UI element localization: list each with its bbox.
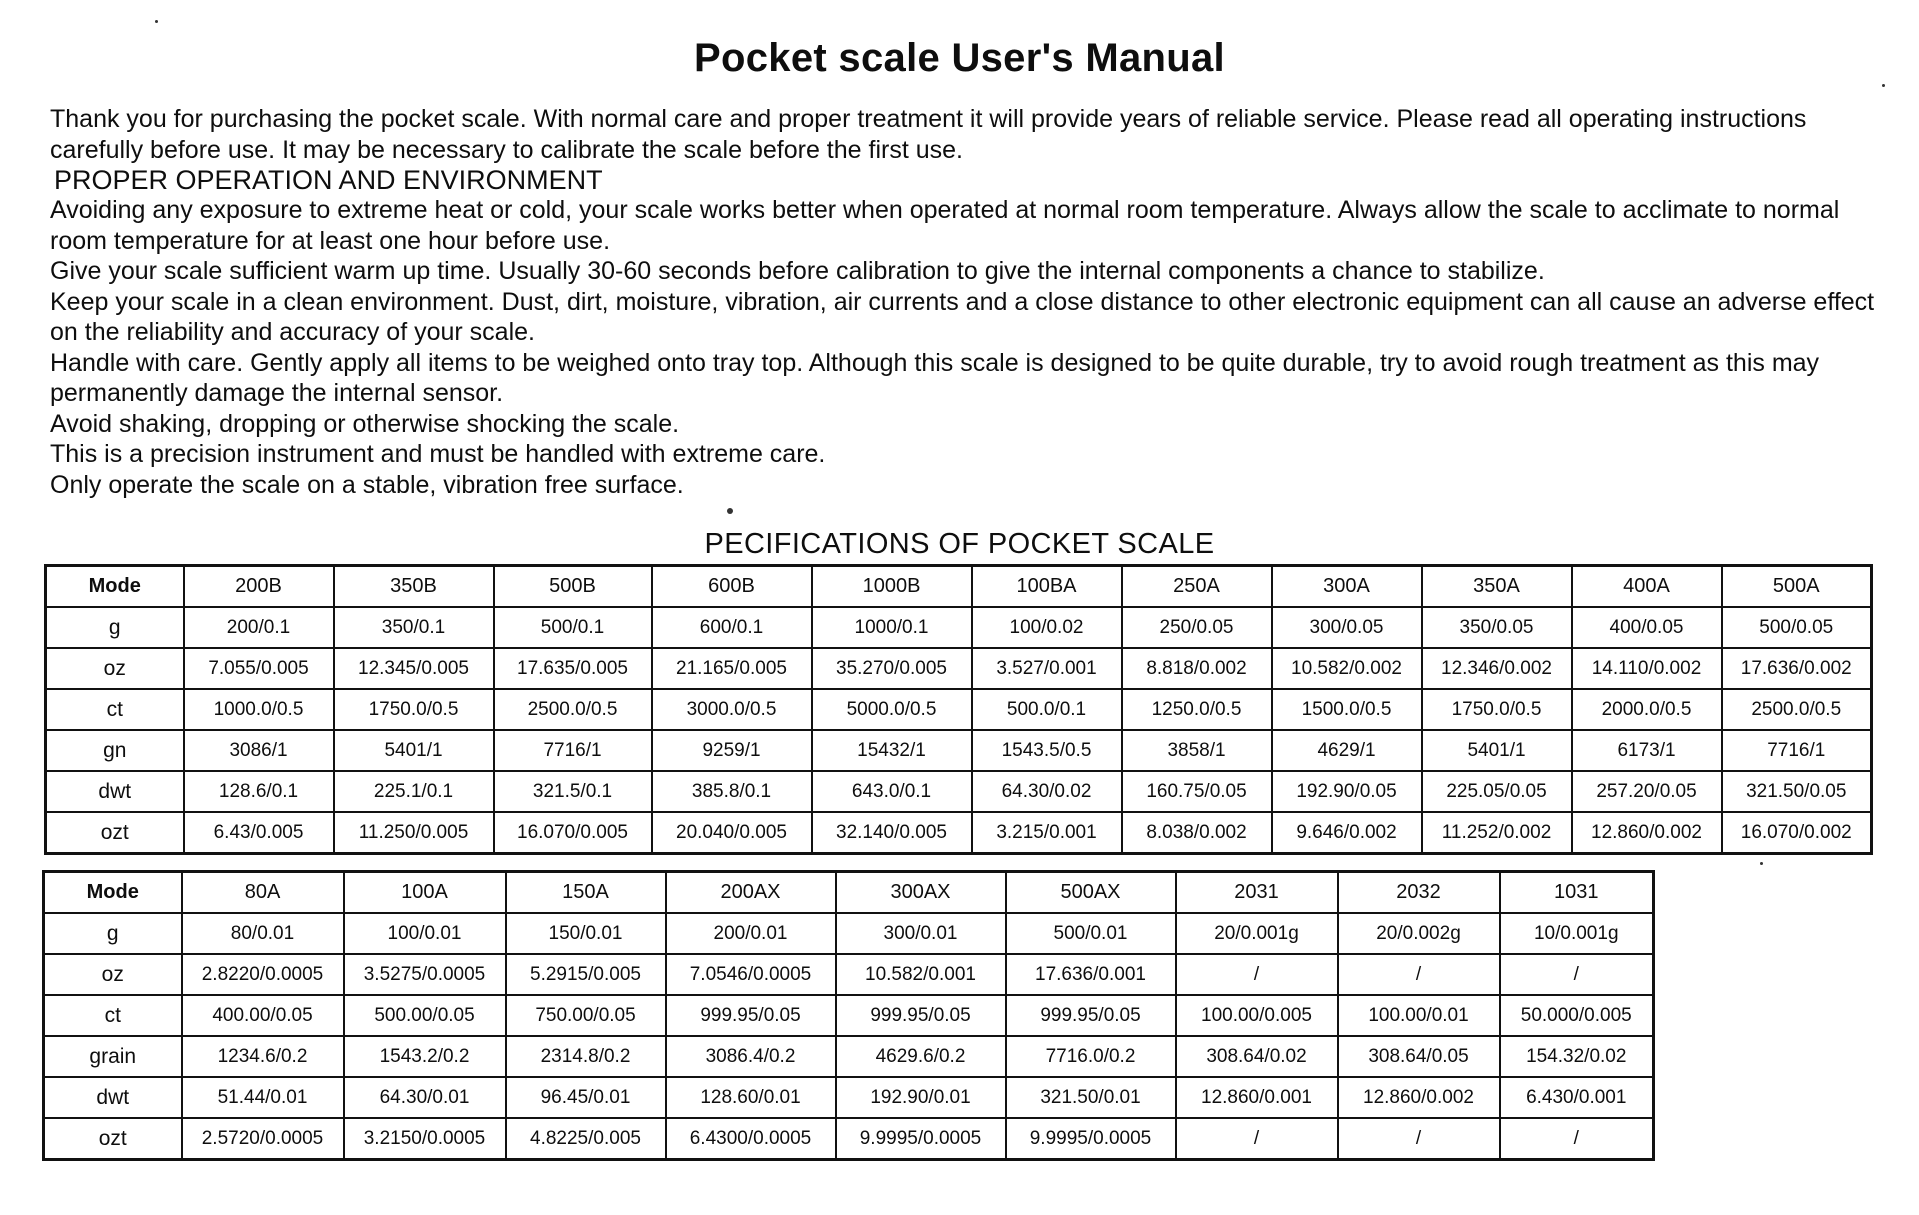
capacity-cell: 11.252/0.002 (1422, 812, 1572, 854)
capacity-cell: 128.6/0.1 (184, 771, 334, 812)
model-header-cell: 500AX (1006, 872, 1176, 914)
scan-speck (1760, 862, 1763, 865)
capacity-cell: 999.95/0.05 (1006, 995, 1176, 1036)
capacity-cell: 2.5720/0.0005 (182, 1118, 344, 1160)
capacity-cell: 9.9995/0.0005 (1006, 1118, 1176, 1160)
paragraph-surface: Only operate the scale on a stable, vibration free surface. (50, 470, 684, 499)
capacity-cell: 321.5/0.1 (494, 771, 652, 812)
mode-header-cell: Mode (44, 872, 182, 914)
capacity-cell: 10.582/0.002 (1272, 648, 1422, 689)
model-header-cell: 300AX (836, 872, 1006, 914)
capacity-cell: 500.00/0.05 (344, 995, 506, 1036)
table-row (44, 954, 1654, 995)
capacity-cell: 225.05/0.05 (1422, 771, 1572, 812)
capacity-cell: 32.140/0.005 (812, 812, 972, 854)
capacity-cell: 1250.0/0.5 (1122, 689, 1272, 730)
capacity-cell: 385.8/0.1 (652, 771, 812, 812)
capacity-cell: 9259/1 (652, 730, 812, 771)
capacity-cell: 1000/0.1 (812, 607, 972, 648)
model-header-cell: 600B (652, 566, 812, 608)
capacity-cell: 5401/1 (1422, 730, 1572, 771)
model-header-cell: 250A (1122, 566, 1272, 608)
capacity-cell: 150/0.01 (506, 913, 666, 954)
capacity-cell: 6173/1 (1572, 730, 1722, 771)
capacity-cell: 12.346/0.002 (1422, 648, 1572, 689)
manual-text (50, 104, 1880, 500)
capacity-cell: 96.45/0.01 (506, 1077, 666, 1118)
unit-label-cell: oz (46, 648, 184, 689)
specifications-title: PECIFICATIONS OF POCKET SCALE (704, 528, 1215, 560)
table-row (46, 812, 1872, 854)
capacity-cell: 2000.0/0.5 (1572, 689, 1722, 730)
model-header-cell: 1000B (812, 566, 972, 608)
capacity-cell: 1750.0/0.5 (1422, 689, 1572, 730)
paragraph-temperature: Avoiding any exposure to extreme heat or cold, your scale works better when operated at normal room temperature. Always allow the scale to acclimate to normal room temperature for at least one hour before use. (50, 196, 1840, 255)
table-row (46, 771, 1872, 812)
capacity-cell: 20/0.002g (1338, 913, 1500, 954)
capacity-cell: 308.64/0.05 (1338, 1036, 1500, 1077)
scan-speck (1882, 84, 1885, 87)
capacity-cell: 400/0.05 (1572, 607, 1722, 648)
paragraph-environment: Keep your scale in a clean environment. Dust, dirt, moisture, vibration, air currents and a close distance to other electronic equipment can all cause an adverse effect on the reliability and accuracy of your scale. (50, 287, 1875, 346)
capacity-cell: 6.430/0.001 (1500, 1077, 1654, 1118)
capacity-cell: 1500.0/0.5 (1272, 689, 1422, 730)
unit-label-cell: gn (46, 730, 184, 771)
section-heading: PROPER OPERATION AND ENVIRONMENT (54, 165, 603, 195)
page-title: Pocket scale User's Manual (694, 36, 1225, 80)
capacity-cell: 100.00/0.01 (1338, 995, 1500, 1036)
capacity-cell: 3.2150/0.0005 (344, 1118, 506, 1160)
paragraph-handling: Handle with care. Gently apply all items to be weighed onto tray top. Although this scale is designed to be quite durable, try to avoid rough treatment as this may permanently damage the internal sensor. (50, 348, 1820, 407)
capacity-cell: 2.8220/0.0005 (182, 954, 344, 995)
capacity-cell: / (1338, 1118, 1500, 1160)
unit-label-cell: grain (44, 1036, 182, 1077)
capacity-cell: 500/0.01 (1006, 913, 1176, 954)
capacity-cell: 1234.6/0.2 (182, 1036, 344, 1077)
capacity-cell: 5000.0/0.5 (812, 689, 972, 730)
capacity-cell: 10.582/0.001 (836, 954, 1006, 995)
capacity-cell: 8.038/0.002 (1122, 812, 1272, 854)
capacity-cell: 100/0.01 (344, 913, 506, 954)
model-header-cell: 100BA (972, 566, 1122, 608)
model-header-cell: 80A (182, 872, 344, 914)
capacity-cell: 500/0.05 (1722, 607, 1872, 648)
capacity-cell: 321.50/0.01 (1006, 1077, 1176, 1118)
table-row (44, 913, 1654, 954)
unit-label-cell: g (44, 913, 182, 954)
capacity-cell: 300/0.01 (836, 913, 1006, 954)
model-header-cell: 350B (334, 566, 494, 608)
capacity-cell: 6.4300/0.0005 (666, 1118, 836, 1160)
capacity-cell: 12.860/0.001 (1176, 1077, 1338, 1118)
capacity-cell: 12.860/0.002 (1572, 812, 1722, 854)
capacity-cell: 3.215/0.001 (972, 812, 1122, 854)
model-header-cell: 400A (1572, 566, 1722, 608)
mode-header-cell: Mode (46, 566, 184, 608)
capacity-cell: 192.90/0.01 (836, 1077, 1006, 1118)
capacity-cell: / (1176, 1118, 1338, 1160)
capacity-cell: 250/0.05 (1122, 607, 1272, 648)
capacity-cell: 5.2915/0.005 (506, 954, 666, 995)
table-row (44, 995, 1654, 1036)
capacity-cell: 300/0.05 (1272, 607, 1422, 648)
table-row (46, 648, 1872, 689)
capacity-cell: 5401/1 (334, 730, 494, 771)
capacity-cell: 7.0546/0.0005 (666, 954, 836, 995)
capacity-cell: 15432/1 (812, 730, 972, 771)
capacity-cell: 7716/1 (1722, 730, 1872, 771)
capacity-cell: 200/0.1 (184, 607, 334, 648)
capacity-cell: 3.527/0.001 (972, 648, 1122, 689)
model-header-cell: 200AX (666, 872, 836, 914)
capacity-cell: 3.5275/0.0005 (344, 954, 506, 995)
capacity-cell: 643.0/0.1 (812, 771, 972, 812)
capacity-cell: 192.90/0.05 (1272, 771, 1422, 812)
capacity-cell: 21.165/0.005 (652, 648, 812, 689)
capacity-cell: 100.00/0.005 (1176, 995, 1338, 1036)
capacity-cell: 2314.8/0.2 (506, 1036, 666, 1077)
capacity-cell: 6.43/0.005 (184, 812, 334, 854)
table-row (44, 1118, 1654, 1160)
model-header-cell: 500A (1722, 566, 1872, 608)
capacity-cell: 350/0.05 (1422, 607, 1572, 648)
capacity-cell: 16.070/0.002 (1722, 812, 1872, 854)
paragraph-precision: This is a precision instrument and must be handled with extreme care. (50, 440, 826, 468)
capacity-cell: 3086/1 (184, 730, 334, 771)
unit-label-cell: dwt (44, 1077, 182, 1118)
capacity-cell: 350/0.1 (334, 607, 494, 648)
unit-label-cell: oz (44, 954, 182, 995)
unit-label-cell: g (46, 607, 184, 648)
capacity-cell: 7716/1 (494, 730, 652, 771)
capacity-cell: 11.250/0.005 (334, 812, 494, 854)
table-row (44, 1036, 1654, 1077)
capacity-cell: 20.040/0.005 (652, 812, 812, 854)
capacity-cell: 1543.5/0.5 (972, 730, 1122, 771)
unit-label-cell: ozt (46, 812, 184, 854)
scan-speck (155, 20, 158, 23)
spec-table-2 (42, 870, 1655, 1161)
capacity-cell: / (1338, 954, 1500, 995)
paragraph-warm-up: Give your scale sufficient warm up time. Usually 30-60 seconds before calibration to give the internal components a chance to stabilize. (50, 257, 1545, 285)
capacity-cell: 8.818/0.002 (1122, 648, 1272, 689)
model-header-cell: 2032 (1338, 872, 1500, 914)
table-row (44, 1077, 1654, 1118)
capacity-cell: 12.860/0.002 (1338, 1077, 1500, 1118)
capacity-cell: / (1500, 1118, 1654, 1160)
capacity-cell: 4629.6/0.2 (836, 1036, 1006, 1077)
capacity-cell: 3858/1 (1122, 730, 1272, 771)
table-header-row (44, 872, 1654, 914)
capacity-cell: 1750.0/0.5 (334, 689, 494, 730)
capacity-cell: 12.345/0.005 (334, 648, 494, 689)
spec-table-1 (44, 564, 1873, 855)
capacity-cell: 9.646/0.002 (1272, 812, 1422, 854)
capacity-cell: 16.070/0.005 (494, 812, 652, 854)
capacity-cell: 17.635/0.005 (494, 648, 652, 689)
capacity-cell: 64.30/0.01 (344, 1077, 506, 1118)
capacity-cell: 400.00/0.05 (182, 995, 344, 1036)
capacity-cell: 4629/1 (1272, 730, 1422, 771)
capacity-cell: 17.636/0.001 (1006, 954, 1176, 995)
capacity-cell: 999.95/0.05 (666, 995, 836, 1036)
model-header-cell: 200B (184, 566, 334, 608)
capacity-cell: 308.64/0.02 (1176, 1036, 1338, 1077)
scan-speck (727, 508, 733, 514)
capacity-cell: 50.000/0.005 (1500, 995, 1654, 1036)
unit-label-cell: ct (44, 995, 182, 1036)
capacity-cell: 14.110/0.002 (1572, 648, 1722, 689)
capacity-cell: 35.270/0.005 (812, 648, 972, 689)
capacity-cell: 3086.4/0.2 (666, 1036, 836, 1077)
capacity-cell: 3000.0/0.5 (652, 689, 812, 730)
capacity-cell: 600/0.1 (652, 607, 812, 648)
capacity-cell: 257.20/0.05 (1572, 771, 1722, 812)
table-row (46, 689, 1872, 730)
model-header-cell: 100A (344, 872, 506, 914)
capacity-cell: 2500.0/0.5 (1722, 689, 1872, 730)
capacity-cell: 999.95/0.05 (836, 995, 1006, 1036)
model-header-cell: 2031 (1176, 872, 1338, 914)
capacity-cell: 154.32/0.02 (1500, 1036, 1654, 1077)
capacity-cell: 1000.0/0.5 (184, 689, 334, 730)
capacity-cell: 10/0.001g (1500, 913, 1654, 954)
table-header-row (46, 566, 1872, 608)
model-header-cell: 1031 (1500, 872, 1654, 914)
capacity-cell: 1543.2/0.2 (344, 1036, 506, 1077)
capacity-cell: 500.0/0.1 (972, 689, 1122, 730)
unit-label-cell: ct (46, 689, 184, 730)
capacity-cell: 2500.0/0.5 (494, 689, 652, 730)
capacity-cell: 7.055/0.005 (184, 648, 334, 689)
capacity-cell: 9.9995/0.0005 (836, 1118, 1006, 1160)
capacity-cell: 4.8225/0.005 (506, 1118, 666, 1160)
model-header-cell: 350A (1422, 566, 1572, 608)
capacity-cell: 80/0.01 (182, 913, 344, 954)
unit-label-cell: ozt (44, 1118, 182, 1160)
capacity-cell: 64.30/0.02 (972, 771, 1122, 812)
table-row (46, 607, 1872, 648)
capacity-cell: 17.636/0.002 (1722, 648, 1872, 689)
capacity-cell: 160.75/0.05 (1122, 771, 1272, 812)
table-row (46, 730, 1872, 771)
capacity-cell: 128.60/0.01 (666, 1077, 836, 1118)
capacity-cell: 51.44/0.01 (182, 1077, 344, 1118)
paragraph-shaking: Avoid shaking, dropping or otherwise shocking the scale. (50, 409, 680, 438)
capacity-cell: / (1500, 954, 1654, 995)
intro-paragraph: Thank you for purchasing the pocket scale. With normal care and proper treatment it will provide years of reliable service. Please read all operating instructions carefully before use. It may be necessary to calibrate the scale before the first use. (50, 105, 1807, 164)
model-header-cell: 150A (506, 872, 666, 914)
unit-label-cell: dwt (46, 771, 184, 812)
capacity-cell: 225.1/0.1 (334, 771, 494, 812)
capacity-cell: 100/0.02 (972, 607, 1122, 648)
capacity-cell: 20/0.001g (1176, 913, 1338, 954)
capacity-cell: 750.00/0.05 (506, 995, 666, 1036)
capacity-cell: / (1176, 954, 1338, 995)
capacity-cell: 321.50/0.05 (1722, 771, 1872, 812)
capacity-cell: 200/0.01 (666, 913, 836, 954)
capacity-cell: 7716.0/0.2 (1006, 1036, 1176, 1077)
model-header-cell: 300A (1272, 566, 1422, 608)
capacity-cell: 500/0.1 (494, 607, 652, 648)
model-header-cell: 500B (494, 566, 652, 608)
